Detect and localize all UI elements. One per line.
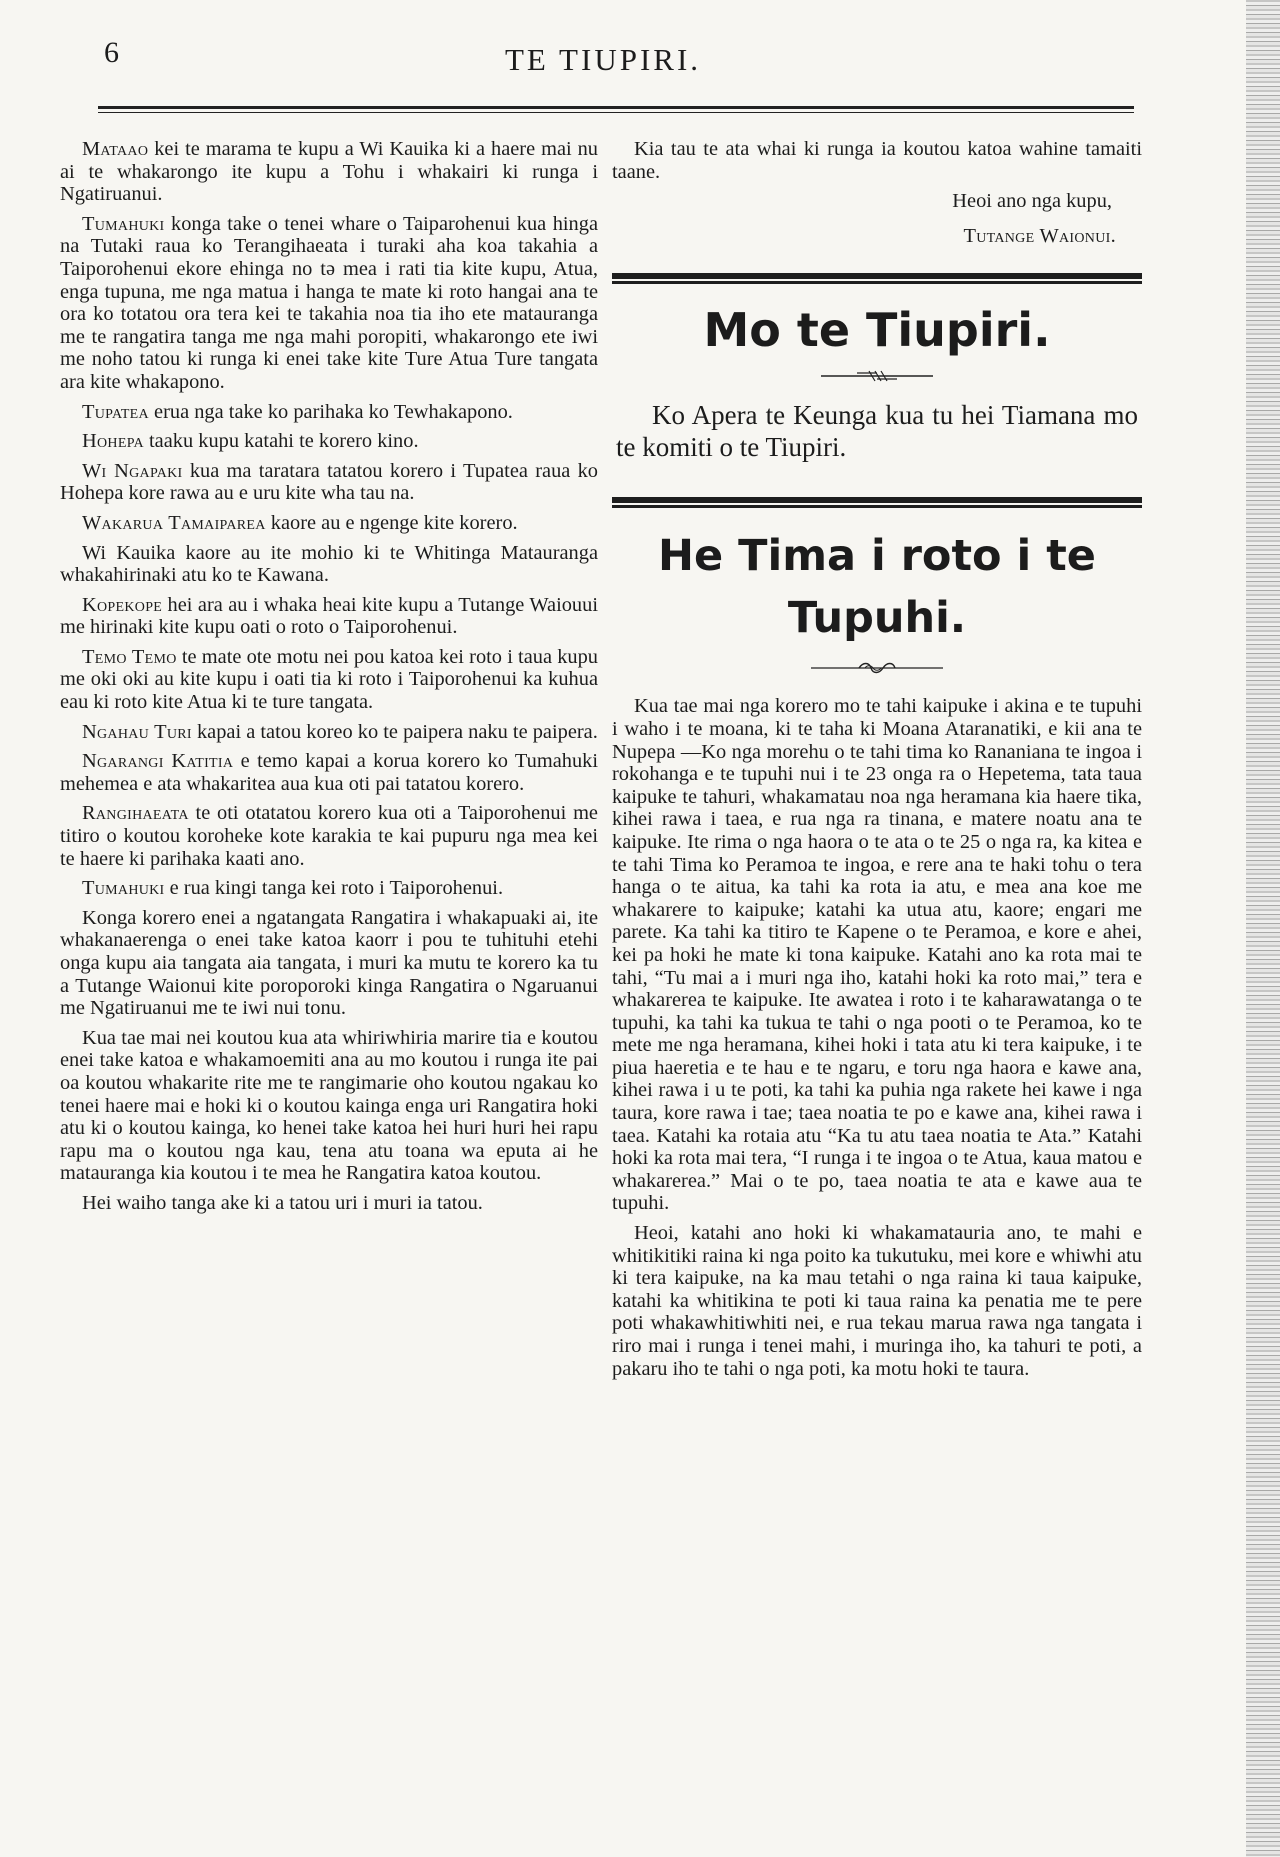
section-rule — [612, 273, 1142, 281]
paragraph-text: Hei waiho tanga ake ki a tatou uri i muri ia tatou. — [82, 1191, 483, 1214]
paragraph-text: te mate ote motu nei pou katoa kei roto i taua kupu me oki oki au kite kupu i oati tia ki roto i Taiporohenui ka kuhua eau ki roto kite Atua ki te ture tangata. — [60, 645, 598, 714]
meeting-paragraph — [60, 646, 598, 714]
paragraph-text: e rua kingi tanga kei roto i Taiporohenui. — [164, 877, 504, 900]
speaker-name: Wakarua Tamaiparea — [82, 511, 266, 534]
header-rule-thin — [98, 112, 1134, 113]
speaker-name: Tumahuki — [82, 212, 165, 235]
page-number: 6 — [104, 36, 119, 69]
paragraph-text: taaku kupu katahi te korero kino. — [143, 430, 419, 453]
meeting-paragraph — [60, 460, 598, 505]
story-paragraph: Kua tae mai nga korero mo te tahi kaipuke i akina e te tupuhi i waho i te moana, ki te taha ki Moana Ataranatiki, e kii ana te Nupepa —Ko nga morehu o te tahi tima ko Rananiana te ingoa i rokohanga e te tupuhi nui i te 23 onga ra o Hepetema, tata taua kaipuke te tahuri, whakamatau noa nga heramana kia haere tika, kihei rawa i taea, e rua nga ra tinana, e matere noatu ana te kaipuke. Ite rima o nga haora o te ata o te 25 o nga ra, ka kitea e te tahi Tima ko Peramoa te ingoa, e rere ana te haki tohu o tera hanga o te aitua, ka tahi ka rota ia atu, e mea ana koe me whakarere to kaipuke; katahi ka utua atu, kaore; engari me parete. Ka tahi ka titiro te Kapene o te Peramoa, e kore e ahei, kei pa hoki he mate ki tona kaipuke. Katahi ano ka rota mai te tahi, “Tu mai a i muri nga iho, katahi hoki ka roto mai,” tera e whakarerea te kaipuke. Ite awatea i roto i te kaharawatanga o te tupuhi, ka tahi ka tukua te tahi o nga pooti o te Peramoa, ko te mete me nga heramana, kihei hoki i tata atu ki tera kaipuke, i te piua haeretia e te hau e te ngaru, e toru nga haora e kawe ana, kihei rawa i u te poti, ka tahi ka puhia nga rakete hei kawe i nga taura, kore rawa i tae; taea noatia te po e kawe ana, kihei rawa i taea. Katahi ka rotaia atu “Ka tu atu taea noatia te Ata.” Katahi hoki ka rota mai tera, “I runga i te ingoa o te Atua, kaua matou e whakarerea.” Mai o te po, taea noatia te ata e kawe aua te tupuhi. — [612, 695, 1142, 1215]
paragraph-text: kei te marama te kupu a Wi Kauika ki a haere mai nu ai te whakarongo ite kupu a Tohu i whakairi ki runga i Ngatiruanui. — [60, 138, 598, 206]
meeting-paragraph — [60, 907, 598, 1020]
paragraph-text: kua ma taratara tatatou korero i Tupatea raua ko Hohepa kore rawa au e uru kite wha tau na. — [60, 459, 598, 505]
meeting-paragraph — [60, 750, 598, 795]
paragraph-text: kaore au e ngenge kite korero. — [265, 511, 518, 534]
meeting-paragraph — [60, 138, 598, 206]
story-heading: He Tima i roto i te Tupuhi. — [658, 531, 1096, 644]
signoff: Heoi ano nga kupu, — [952, 190, 1112, 213]
signature: Tutange Waionui. — [963, 224, 1116, 247]
notice-text: Ko Apera te Keunga kua tu hei Tiamana mo te komiti o te Tiupiri. — [616, 400, 1138, 463]
meeting-paragraph — [60, 802, 598, 870]
speaker-name: Rangihaeata — [82, 802, 189, 825]
closing-paragraph: Kia tau te ata whai ki runga ia koutou katoa wahine tamaiti taane. — [612, 138, 1142, 183]
speaker-name: Temo Temo — [82, 645, 177, 668]
meeting-paragraph — [60, 430, 598, 453]
meeting-paragraph — [60, 1027, 598, 1185]
speaker-name: Ngahau Turi — [82, 720, 192, 743]
meeting-paragraph — [60, 542, 598, 587]
left-column — [60, 138, 598, 1222]
speaker-name: Hohepa — [82, 430, 144, 453]
speaker-name: Wi Ngapaki — [82, 459, 183, 482]
paragraph-text: konga take o tenei whare o Taiparohenui kua hinga na Tutaki raua ko Terangihaeata i turaki aha koa takahia a Taiporohenui ekore ehinga no tə mea i rati tia kite kupu, Atua, enga tupuna, me nga matua i hanga te mate ki roto hangai ana te ora ko totatou ora tera kei te takahia noa tia iho ete matauranga me te rangatira tanga me nga mahi poropiti, whakarongo ete iwi me noho tatou ki runga ki enei take kite Ture Atua Ture tangata ara kite whakapono. — [60, 212, 598, 393]
section-rule-2 — [612, 497, 1142, 505]
meeting-paragraph — [60, 512, 598, 535]
paragraph-text: Kua tae mai nei koutou kua ata whiriwhiria marire tia e koutou enei take katoa e whakamoemiti ana au mo koutou i runga ite pai oa koutou whakarite rite me te rangimarie oho koutou ngakau ko tenei haere mai e hoki ki o koutou kainga enga uri Rangatira hoki atu ki o koutou kainga, ko henei take katoa hei huri huri hei rapu rapu ma o koutou nga kau, tena atu toana wa eputa ai he matauranga kia koutou i te mea he Rangatira katoa koutou. — [60, 1026, 598, 1185]
meeting-paragraph — [60, 721, 598, 744]
speaker-name: Kopekope — [82, 593, 163, 616]
running-title: TE TIUPIRI. — [505, 42, 702, 77]
paragraph-text: te oti otatatou korero kua oti a Taiporohenui me titiro o koutou koroheke kote karakia te kai pupuru nga mea kei te haere ki parihaka kaati ano. — [60, 802, 598, 870]
speaker-name: Tupatea — [82, 400, 149, 423]
scroll-ornament-icon — [807, 661, 947, 675]
paragraph-text: hei ara au i whaka heai kite kupu a Tutange Waiouui me hirinaki kite kupu oati o roto o Taiporohenui. — [60, 593, 598, 639]
paragraph-text: Wi Kauika kaore au ite mohio ki te Whitinga Matauranga whakahirinaki atu ko te Kawana. — [60, 541, 598, 587]
paragraph-text: erua nga take ko parihaka ko Tewhakapono. — [148, 400, 513, 423]
paragraph-text: Konga korero enei a ngatangata Rangatira i whakapuaki ai, ite whakanaerenga o enei take katoa kaorr i pou te tuhituhi etehi onga kupu aia tangata aia tangata, i muri ka mutu te korero ka tu a Tutange Waionui kite poroporoki kinga Rangatira o Ngaruanui me Ngatiruanui me te iwi nui tonu. — [60, 906, 598, 1020]
notice-heading: Mo te Tiupiri. — [703, 303, 1051, 358]
right-column — [612, 138, 1142, 1387]
ornament-icon — [817, 369, 937, 383]
story-body — [612, 695, 1142, 1380]
paragraph-text: e temo kapai a korua korero ko Tumahuki mehemea e ata whakaritea aua kua oti pai tatatou korero. — [60, 750, 599, 795]
scan-edge — [1246, 0, 1280, 1857]
paragraph-text: kapai a tatou koreo ko te paipera naku te paipera. — [191, 720, 598, 743]
meeting-paragraph — [60, 877, 598, 900]
header-rule — [98, 106, 1134, 109]
meeting-paragraph — [60, 1192, 598, 1215]
story-paragraph: Heoi, katahi ano hoki ki whakamatauria ano, te mahi e whitikitiki raina ki nga poito ka tukutuku, mei kore e whiwhi atu ki tera kaipuke, na ka mau tetahi o nga raina ki taua kaipuke, katahi ka whitikina te poti ki taua raina ka penatia me te pere poti whakawhitiwhiti nei, e rua tekau marua rawa nga tangata i riro mai i runga i tenei mahi, i muringa iho, ka tahuri te poti, a pakaru iho te tahi o nga poti, ka motu hoki te taura. — [612, 1222, 1142, 1380]
meeting-paragraph — [60, 213, 598, 394]
speaker-name: Ngarangi Katitia — [82, 750, 234, 773]
speaker-name: Mataao — [82, 138, 149, 160]
speaker-name: Tumahuki — [82, 877, 165, 900]
meeting-paragraph — [60, 401, 598, 424]
meeting-paragraph — [60, 594, 598, 639]
